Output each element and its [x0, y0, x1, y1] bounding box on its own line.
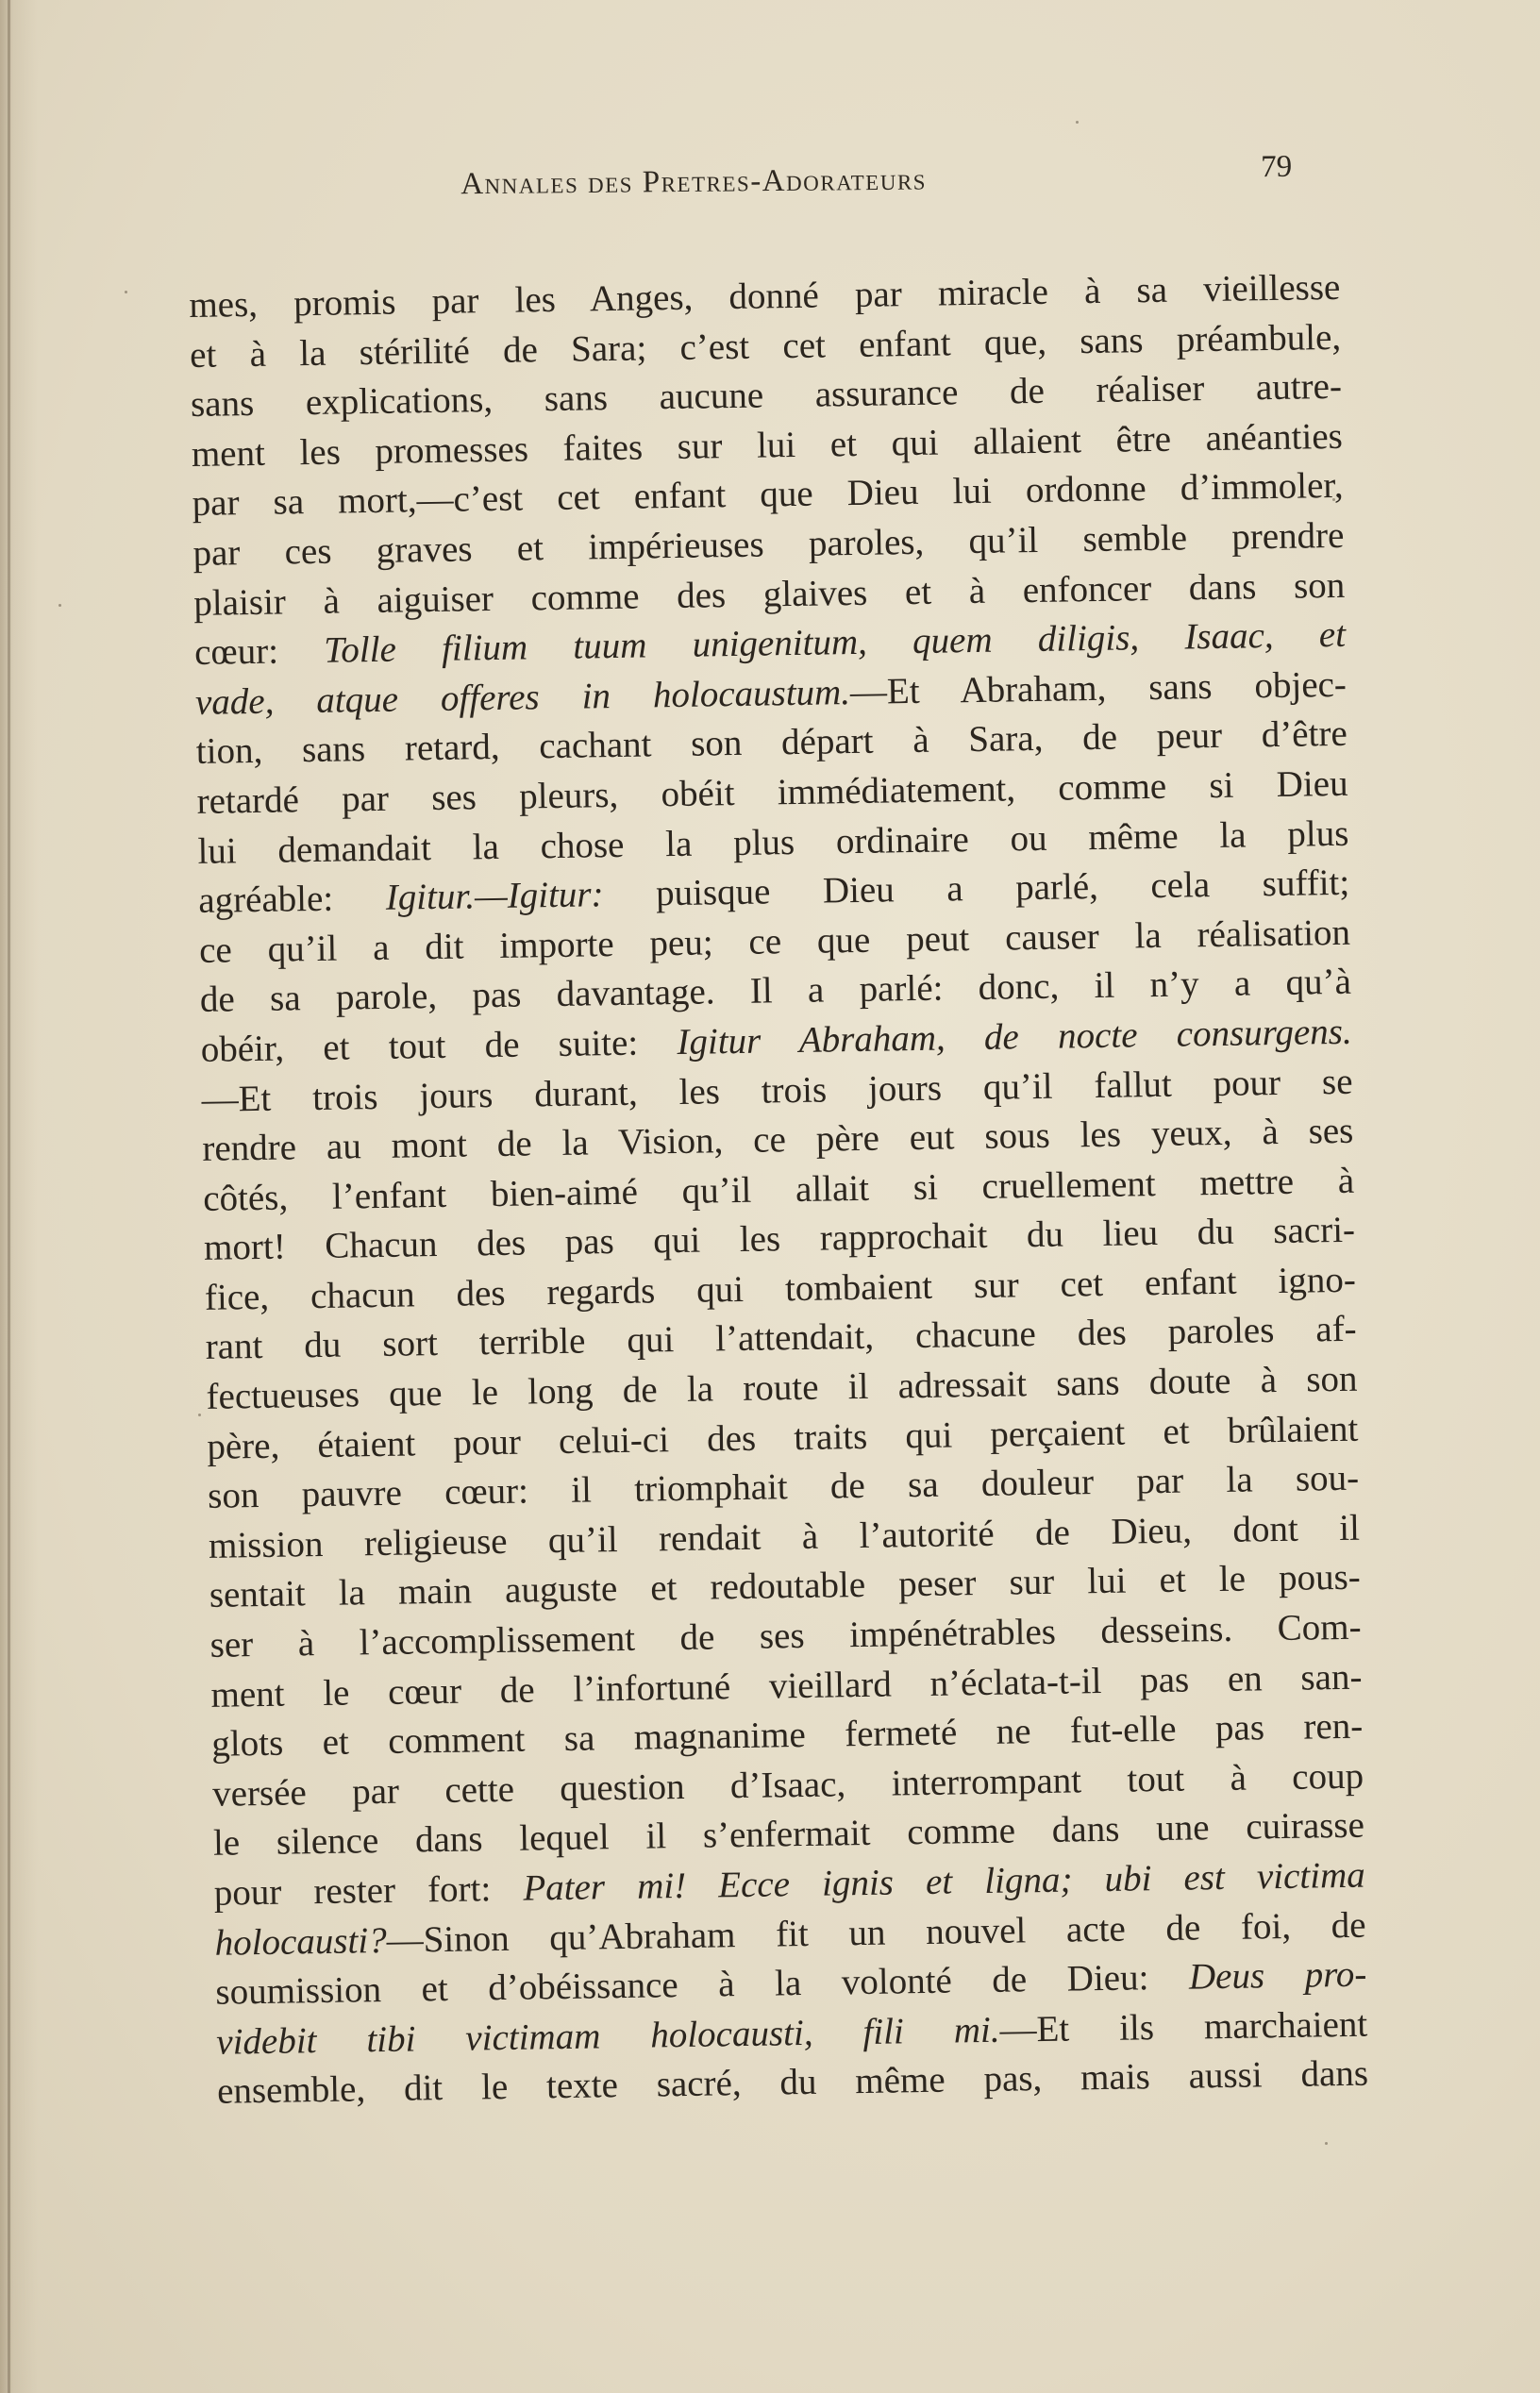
text-segment: rant du sort terrible qui l’attendait, chacune des paroles af-	[205, 1309, 1357, 1368]
text-segment: fectueuses que le long de la route il adressait sans doute à son	[206, 1358, 1358, 1417]
running-title: Annales des Pretres-Adorateurs	[460, 162, 928, 202]
text-segment: —Et ils marchaient	[999, 2003, 1368, 2050]
text-segment: obéir, et tout de suite:	[200, 1021, 678, 1070]
text-segment: mes, promis par les Anges, donné par miracle à sa vieillesse	[189, 266, 1341, 326]
text-segment: ensemble, dit le texte sacré, du même pas, mais aussi dans	[216, 2052, 1369, 2113]
text-segment: par ces graves et impérieuses paroles, qu’il semble prendre	[192, 514, 1345, 574]
page-number: 79	[1260, 149, 1293, 185]
text-segment: ce qu’il a dit importe peu; ce que peut causer la réalisation	[198, 912, 1351, 971]
text-segment: retardé par ses pleurs, obéit immédiatement, comme si Dieu	[196, 762, 1348, 822]
text-segment: le silence dans lequel il s’enfermait comme dans une cuirasse	[212, 1805, 1365, 1865]
paper-speck	[125, 291, 127, 293]
text-segment: agréable:	[197, 877, 387, 922]
text-segment: de sa parole, pas davantage. Il a parlé: donc, il n’y a qu’à	[199, 962, 1352, 1021]
text-segment: ser à l’accomplissement de ses impénétrables desseins. Com-	[209, 1606, 1362, 1665]
text-segment: versée par cette question d’Isaac, interrompant tout à coup	[211, 1755, 1364, 1815]
text-segment: son pauvre cœur: il triomphait de sa douleur par la sou-	[207, 1457, 1360, 1517]
text-segment: par sa mort,—c’est cet enfant que Dieu lui ordonne d’immoler,	[192, 465, 1344, 525]
binding-gutter	[8, 0, 10, 2393]
text-segment: fice, chacun des regards qui tombaient sur cet enfant igno-	[204, 1259, 1357, 1318]
body-text	[189, 263, 1368, 2117]
paper-speck	[1332, 498, 1335, 501]
text-segment: mort! Chacun des pas qui les rapprochait du lieu du sacri-	[203, 1209, 1356, 1269]
text-segment: glots et comment sa magnanime fermeté ne fut-elle pas ren-	[211, 1705, 1364, 1765]
text-segment: ment le cœur de l’infortuné vieillard n’éclata-t-il pas en san-	[210, 1656, 1363, 1715]
italic-latin-text: Pater mi! Ecce ignis et ligna; ubi est victima	[523, 1854, 1366, 1909]
text-segment: côtés, l’enfant bien-aimé qu’il allait si cruellement mettre à	[202, 1160, 1355, 1219]
text-segment: —Et trois jours durant, les trois jours qu’il fallut pour se	[201, 1061, 1353, 1120]
text-segment: tion, sans retard, cachant son départ à Sara, de peur d’être	[195, 713, 1348, 773]
text-segment: puisque Dieu a parlé, cela suffit;	[603, 862, 1350, 915]
italic-latin-text: Tolle filium tuum unigenitum, quem diligis, Isaac, et	[323, 613, 1347, 671]
text-segment: soumission et d’obéissance à la volonté de Dieu:	[215, 1956, 1190, 2013]
text-segment: père, étaient pour celui-ci des traits qui perçaient et brûlaient	[207, 1408, 1359, 1467]
text-segment: et à la stérilité de Sara; c’est cet enfant que, sans préambule,	[189, 316, 1342, 376]
text-segment: pour rester fort:	[213, 1867, 524, 1914]
paper-speck	[1325, 2142, 1328, 2145]
paper-speck	[59, 604, 61, 607]
text-segment: rendre au mont de la Vision, ce père eut sous les yeux, à ses	[202, 1110, 1354, 1169]
text-segment: mission religieuse qu’il rendait à l’autorité de Dieu, dont il	[208, 1507, 1361, 1566]
text-segment: sans explications, sans aucune assurance de réaliser autre-	[190, 366, 1343, 426]
text-segment: —Sinon qu’Abraham fit un nouvel acte de foi, de	[386, 1904, 1366, 1961]
text-segment: plaisir à aiguiser comme des glaives et à enfoncer dans son	[193, 564, 1346, 624]
text-segment: ment les promesses faites sur lui et qui allaient être anéanties	[191, 415, 1344, 475]
italic-latin-text: Igitur.—Igitur:	[385, 874, 604, 918]
running-header	[189, 149, 1341, 217]
italic-latin-text: Deus pro-	[1188, 1953, 1367, 1998]
italic-latin-text: vade, atque offeres in holocaustum.	[194, 671, 851, 723]
italic-latin-text: holocausti?	[214, 1919, 387, 1964]
italic-latin-text: Igitur Abraham, de nocte consurgens.	[677, 1011, 1352, 1063]
paper-speck	[198, 1414, 201, 1416]
italic-latin-text: videbit tibi victimam holocausti, fili mi.	[215, 2009, 1000, 2063]
text-segment: —Et Abraham, sans objec-	[849, 663, 1348, 712]
text-segment: cœur:	[193, 629, 325, 674]
paper-speck	[1076, 121, 1079, 124]
text-segment: lui demandait la chose la plus ordinaire ou même la plus	[197, 812, 1349, 872]
text-segment: sentait la main auguste et redoutable peser sur lui et le pous-	[209, 1557, 1362, 1616]
